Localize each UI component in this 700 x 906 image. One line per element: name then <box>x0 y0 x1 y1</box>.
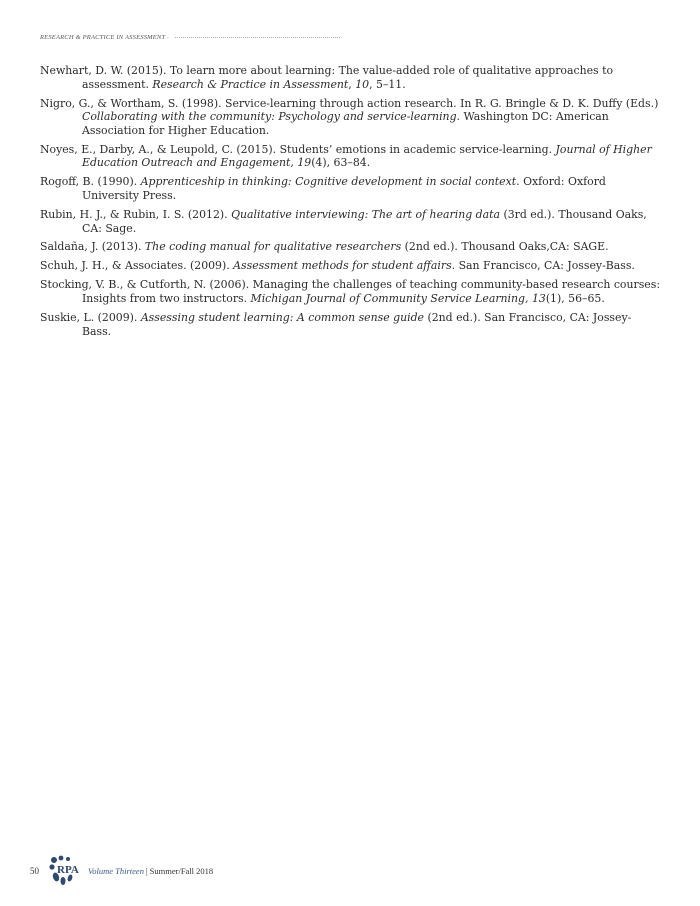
reference-text: Schuh, J. H., & Associates. (2009). <box>40 259 234 273</box>
logo-text: RPA <box>57 864 79 876</box>
reference-list <box>40 64 660 344</box>
reference-italic-text: Apprenticeship in thinking: Cognitive development in social context <box>140 175 517 189</box>
footer-separator: | <box>145 866 148 876</box>
reference-text: . Oxford: Oxford University Press. <box>82 175 606 202</box>
reference-text: Rogoff, B. (1990). <box>40 175 141 189</box>
reference-text: (1), 56–65. <box>545 292 605 306</box>
reference-text: , <box>348 77 356 91</box>
volume-label: Volume Thirteen <box>88 866 144 876</box>
reference-text: , 5–11. <box>369 77 406 91</box>
reference-text: Noyes, E., Darby, A., & Leupold, C. (2015). Students’ emotions in academic service-learning. <box>40 142 556 156</box>
reference-text: Stocking, V. B., & Cutforth, N. (2006). Managing the challenges of teaching community-based research courses: Insights from two instructors. <box>40 278 660 306</box>
reference-entry <box>40 278 660 305</box>
reference-italic-text: 10 <box>355 77 370 91</box>
reference-entry <box>40 240 660 254</box>
journal-title: RESEARCH & PRACTICE IN ASSESSMENT · <box>40 34 169 41</box>
header-dotted-rule <box>175 37 340 38</box>
reference-entry <box>40 64 660 91</box>
page-number: 50 <box>30 866 39 876</box>
reference-italic-text: Assessing student learning: A common sense guide <box>140 311 424 325</box>
reference-text: Saldaña, J. (2013). <box>40 240 145 254</box>
rpa-logo <box>48 855 82 887</box>
reference-text: (2nd ed.). Thousand Oaks,CA: SAGE. <box>401 240 609 254</box>
reference-italic-text: Research & Practice in Assessment <box>152 77 349 91</box>
reference-text: Newhart, D. W. (2015). To learn more about learning: The value-added role of qualitative approaches to assessment. <box>40 64 614 91</box>
reference-entry <box>40 311 660 338</box>
reference-text: (3rd ed.). Thousand Oaks, CA: Sage. <box>82 207 647 235</box>
reference-entry <box>40 208 660 235</box>
reference-italic-text: The coding manual for qualitative researchers <box>144 240 402 254</box>
issue-label: Summer/Fall 2018 <box>149 866 214 876</box>
reference-text: Suskie, L. (2009). <box>40 311 141 325</box>
running-header <box>40 34 340 41</box>
reference-text: Nigro, G., & Wortham, S. (1998). Service-learning through action research. In R. G. Bringle & D. K. Duffy (Eds.) <box>40 96 659 110</box>
reference-entry <box>40 97 660 138</box>
reference-italic-text: Michigan Journal of Community Service Learning, 13 <box>250 292 546 306</box>
reference-text: (2nd ed.). San Francisco, CA: Jossey-Bass. <box>82 311 632 338</box>
page-footer <box>30 855 213 887</box>
reference-italic-text: Journal of Higher Education Outreach and Engagement, 19 <box>82 142 652 170</box>
reference-italic-text: Assessment methods for student affairs <box>233 259 452 273</box>
reference-entry <box>40 175 660 202</box>
reference-italic-text: Collaborating with the community: Psychology and service-learning <box>82 110 457 124</box>
reference-text: (4), 63–84. <box>311 156 371 170</box>
reference-entry <box>40 259 660 273</box>
reference-text: . Washington DC: American Association for Higher Education. <box>82 110 609 137</box>
reference-italic-text: Qualitative interviewing: The art of hearing data <box>231 207 500 221</box>
reference-text: . San Francisco, CA: Jossey-Bass. <box>451 259 635 273</box>
reference-text: Rubin, H. J., & Rubin, I. S. (2012). <box>40 207 232 221</box>
reference-entry <box>40 143 660 170</box>
